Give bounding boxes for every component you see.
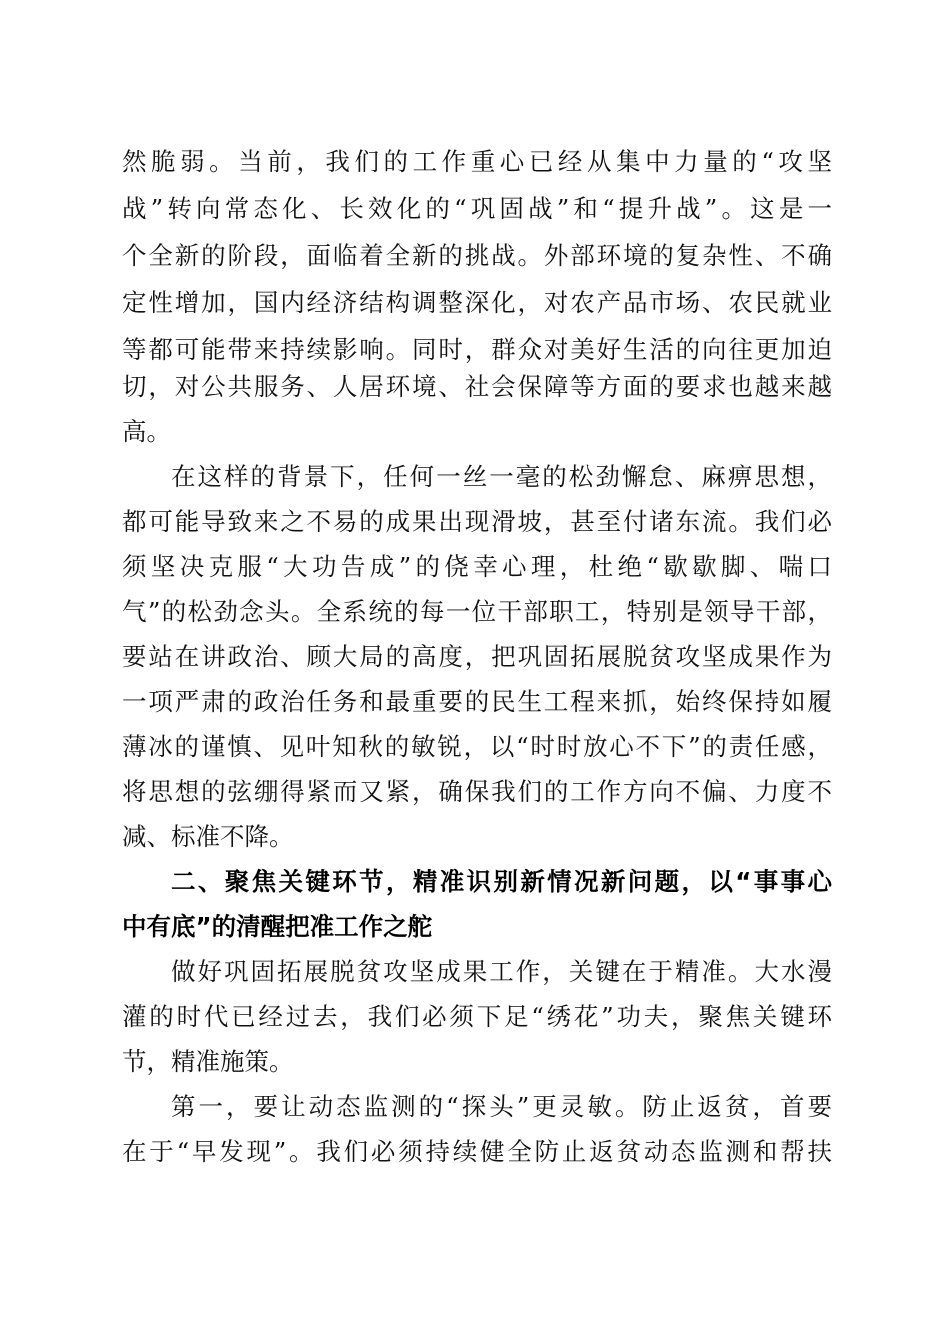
text-line: 高。 [122,417,171,446]
text-line: 将思想的弦绷得紧而又紧，确保我们的工作方向不偏、力度不 [122,777,832,806]
text-line: 灌的时代已经过去，我们必须下足“绣花”功夫，聚焦关键环 [122,1002,832,1031]
text-line: 薄冰的谨慎、见叶知秋的敏锐，以“时时放心不下”的责任感， [122,732,832,761]
heading-line: 中有底”的清醒把准工作之舵 [122,912,433,941]
text-line: 要站在讲政治、顾大局的高度，把巩固拓展脱贫攻坚成果作为 [122,642,832,671]
text-line: 等都可能带来持续影响。同时，群众对美好生活的向往更加迫 [122,335,832,364]
text-line: 减、标准不降。 [122,822,294,851]
text-line: 第一，要让动态监测的“探头”更灵敏。防止返贫，首要 [171,1092,832,1121]
text-line: 气”的松劲念头。全系统的每一位干部职工，特别是领导干部， [122,597,832,626]
text-line: 定性增加，国内经济结构调整深化，对农产品市场、农民就业 [122,288,832,317]
text-line: 都可能导致来之不易的成果出现滑坡，甚至付诸东流。我们必 [122,507,832,536]
text-line: 节，精准施策。 [122,1047,294,1076]
text-line: 须坚决克服“大功告成”的侥幸心理，杜绝“歇歇脚、喘口 [122,552,832,581]
text-line: 个全新的阶段，面临着全新的挑战。外部环境的复杂性、不确 [122,241,832,270]
text-line: 一项严肃的政治任务和最重要的民生工程来抓，始终保持如履 [122,687,832,716]
heading-line: 二、聚焦关键环节，精准识别新情况新问题，以“事事心 [171,867,832,896]
text-line: 在这样的背景下，任何一丝一毫的松劲懈怠、麻痹思想， [171,462,832,491]
text-line: 战”转向常态化、长效化的“巩固战”和“提升战”。这是一 [122,194,832,223]
text-line: 然脆弱。当前，我们的工作重心已经从集中力量的“攻坚 [122,147,832,176]
text-line: 做好巩固拓展脱贫攻坚成果工作，关键在于精准。大水漫 [171,957,832,986]
text-line: 在于“早发现”。我们必须持续健全防止返贫动态监测和帮扶 [122,1137,832,1166]
text-line: 切，对公共服务、人居环境、社会保障等方面的要求也越来越 [122,372,832,401]
